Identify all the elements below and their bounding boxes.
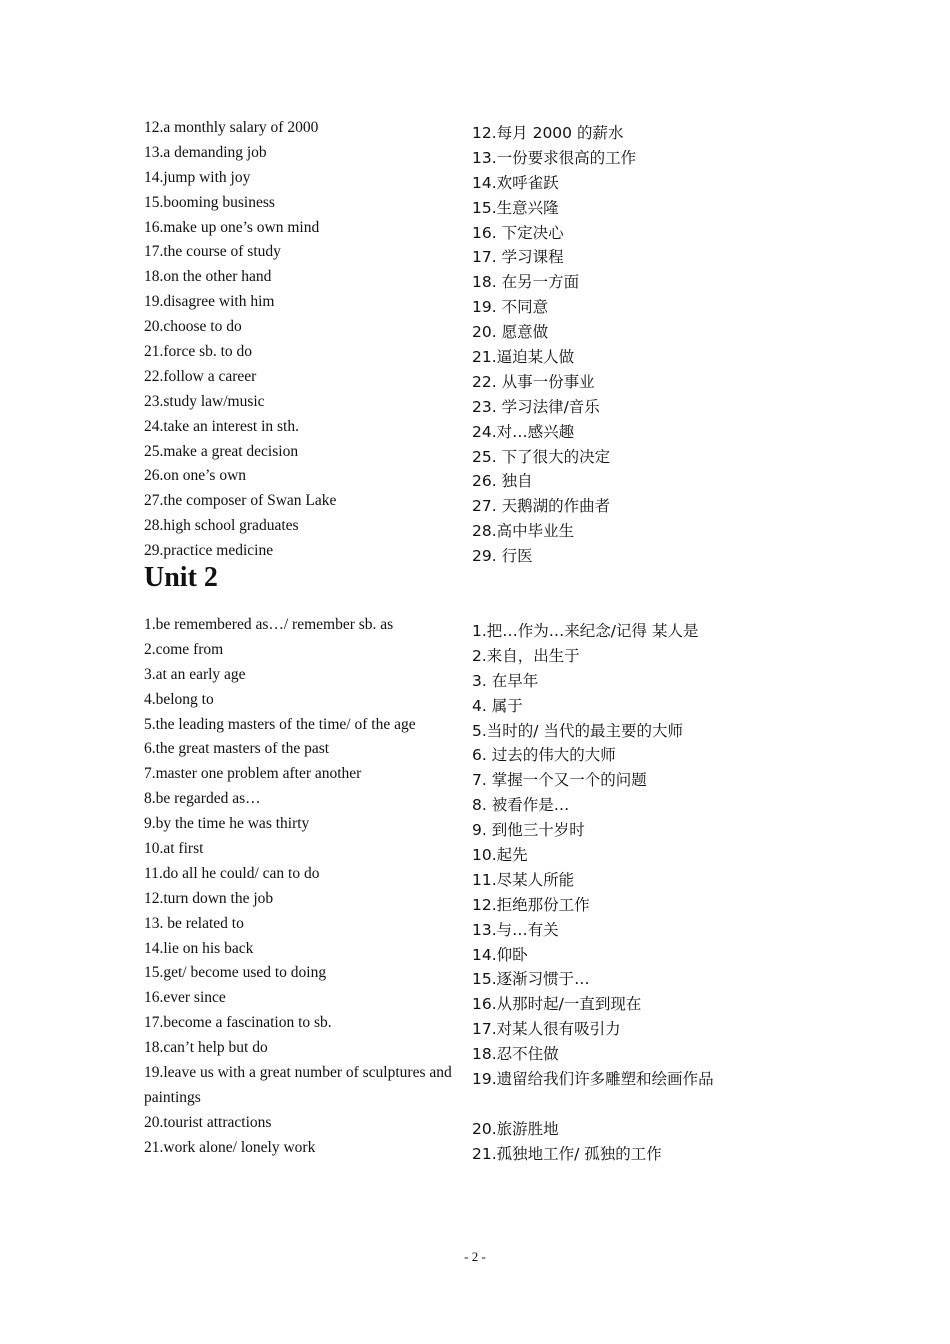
- phrase-en: 11.do all he could/ can to do: [144, 864, 320, 882]
- phrase-en: 9.by the time he was thirty: [144, 815, 310, 833]
- phrase-zh: 15.逐渐习惯于…: [472, 970, 590, 989]
- phrase-en: 7.master one problem after another: [144, 765, 362, 783]
- phrase-zh: 20.旅游胜地: [472, 1119, 559, 1138]
- phrase-zh: 12.拒绝那份工作: [472, 895, 590, 914]
- phrase-en: 1.be remembered as…/ remember sb. as: [144, 616, 394, 633]
- phrase-en: 21.force sb. to do: [144, 343, 253, 361]
- phrase-en: 15.booming business: [144, 193, 275, 211]
- phrase-en: 2.come from: [144, 640, 224, 658]
- phrase-zh: 2.来自，出生于: [472, 646, 580, 665]
- phrase-zh: 13.一份要求很高的工作: [472, 148, 637, 167]
- phrase-en: 23.study law/music: [144, 392, 265, 410]
- phrase-zh: 22. 从事一份事业: [472, 372, 595, 391]
- phrase-en: 20.tourist attractions: [144, 1113, 272, 1131]
- blank-line: [472, 1092, 714, 1117]
- phrase-zh: 29. 行医: [472, 547, 533, 566]
- phrase-zh: 19. 不同意: [472, 298, 549, 317]
- phrase-zh: 7. 掌握一个又一个的问题: [472, 771, 647, 790]
- phrase-en: 17.become a fascination to sb.: [144, 1014, 332, 1032]
- phrase-en: 16.ever since: [144, 989, 226, 1007]
- phrase-en: 14.jump with joy: [144, 168, 251, 186]
- phrase-zh: 1.把…作为…来纪念/记得 某人是: [472, 622, 699, 640]
- phrase-zh: 16. 下定决心: [472, 223, 564, 242]
- unit-heading: Unit 2: [144, 562, 218, 593]
- phrase-en: 19.leave us with a great number of sculptures and paintings: [144, 1064, 452, 1106]
- phrase-zh: 15.生意兴隆: [472, 198, 559, 217]
- phrase-zh: 17.对某人很有吸引力: [472, 1020, 621, 1039]
- phrase-zh: 21.孤独地工作/ 孤独的工作: [472, 1144, 662, 1163]
- phrase-en: 16.make up one’s own mind: [144, 218, 320, 236]
- phrase-zh: 10.起先: [472, 846, 528, 865]
- phrase-zh: 25. 下了很大的决定: [472, 447, 611, 466]
- phrase-zh: 4. 属于: [472, 696, 523, 715]
- phrase-zh: 11.尽某人所能: [472, 870, 575, 889]
- phrase-zh: 23. 学习法律/音乐: [472, 397, 600, 416]
- phrase-en: 17.the course of study: [144, 243, 281, 261]
- phrase-en: 5.the leading masters of the time/ of the age: [144, 715, 416, 733]
- phrase-en: 4.belong to: [144, 690, 214, 708]
- phrase-zh: 8. 被看作是…: [472, 796, 570, 815]
- phrase-zh: 12.每月 2000 的薪水: [472, 124, 624, 142]
- phrase-en: 24.take an interest in sth.: [144, 417, 299, 435]
- unit1-english-list: [144, 116, 336, 564]
- phrase-zh: 28.高中毕业生: [472, 522, 575, 541]
- unit2-english-list: [144, 613, 456, 1161]
- phrase-zh: 20. 愿意做: [472, 323, 549, 342]
- phrase-zh: 13.与…有关: [472, 920, 559, 939]
- phrase-en: 15.get/ become used to doing: [144, 964, 327, 982]
- phrase-en: 28.high school graduates: [144, 517, 299, 535]
- unit2-chinese-list: [472, 619, 714, 1167]
- phrase-zh: 5.当时的/ 当代的最主要的大师: [472, 721, 683, 740]
- phrase-en: 12.a monthly salary of 2000: [144, 119, 319, 136]
- phrase-zh: 21.逼迫某人做: [472, 348, 575, 367]
- phrase-zh: 17. 学习课程: [472, 248, 564, 267]
- phrase-en: 18.on the other hand: [144, 268, 272, 286]
- phrase-zh: 16.从那时起/一直到现在: [472, 995, 642, 1014]
- phrase-en: 22.follow a career: [144, 367, 257, 385]
- phrase-zh: 24.对…感兴趣: [472, 422, 575, 441]
- phrase-en: 19.disagree with him: [144, 293, 275, 311]
- phrase-en: 6.the great masters of the past: [144, 740, 330, 758]
- phrase-en: 27.the composer of Swan Lake: [144, 492, 337, 510]
- phrase-en: 13.a demanding job: [144, 143, 267, 161]
- phrase-en: 26.on one’s own: [144, 467, 247, 485]
- phrase-zh: 14.欢呼雀跃: [472, 173, 559, 192]
- phrase-en: 20.choose to do: [144, 318, 242, 336]
- phrase-zh: 9. 到他三十岁时: [472, 821, 585, 840]
- phrase-zh: 14.仰卧: [472, 945, 528, 964]
- phrase-en: 14.lie on his back: [144, 939, 254, 957]
- phrase-zh: 18.忍不住做: [472, 1045, 559, 1064]
- phrase-zh: 6. 过去的伟大的大师: [472, 746, 616, 765]
- unit1-chinese-list: [472, 121, 636, 569]
- phrase-en: 18.can’t help but do: [144, 1039, 268, 1057]
- phrase-zh: 19.遗留给我们许多雕塑和绘画作品: [472, 1070, 714, 1089]
- phrase-en: 8.be regarded as…: [144, 790, 261, 808]
- phrase-zh: 3. 在早年: [472, 671, 539, 690]
- page-number: - 2 -: [464, 1249, 486, 1264]
- phrase-en: 3.at an early age: [144, 665, 246, 683]
- phrase-zh: 26. 独自: [472, 472, 533, 491]
- phrase-en: 21.work alone/ lonely work: [144, 1138, 316, 1156]
- phrase-en: 29.practice medicine: [144, 542, 274, 560]
- phrase-zh: 18. 在另一方面: [472, 273, 580, 292]
- phrase-zh: 27. 天鹅湖的作曲者: [472, 497, 611, 516]
- phrase-en: 13. be related to: [144, 914, 244, 932]
- phrase-en: 25.make a great decision: [144, 442, 299, 460]
- phrase-en: 12.turn down the job: [144, 889, 274, 907]
- phrase-en: 10.at first: [144, 840, 204, 858]
